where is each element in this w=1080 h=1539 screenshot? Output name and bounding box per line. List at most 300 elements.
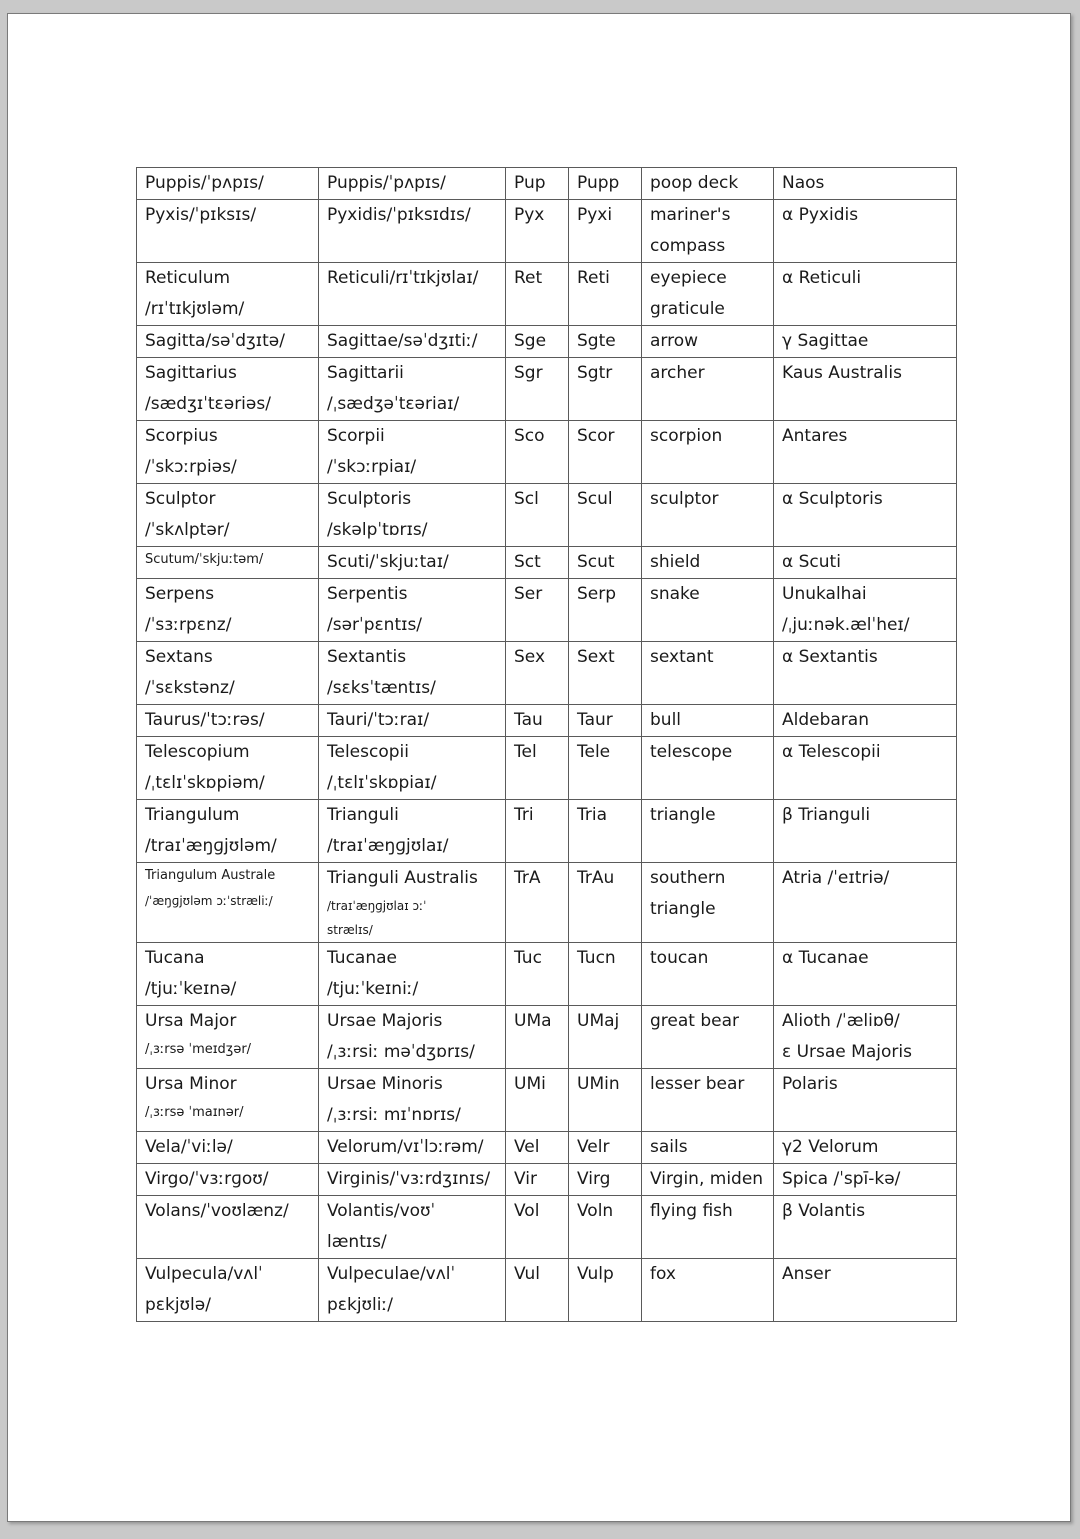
cell-text: Sgtr	[577, 363, 613, 383]
nasa-abbreviation-cell	[569, 484, 642, 547]
nasa-abbreviation-cell	[569, 579, 642, 642]
abbreviation-cell	[506, 943, 569, 1006]
cell-text: Taurus/ˈtɔːrəs/	[145, 710, 265, 730]
table-row	[137, 484, 957, 547]
genitive-cell	[319, 579, 506, 642]
cell-text: toucan	[650, 948, 709, 968]
brightest-star-cell	[774, 263, 957, 326]
nominative-cell	[137, 863, 319, 943]
cell-text: Scl	[514, 489, 539, 509]
cell-text: /rɪˈtɪkjʊləm/	[145, 299, 245, 319]
cell-text: /ˌtɛlɪˈskɒpiaɪ/	[327, 773, 437, 793]
cell-text: Tucanae	[327, 948, 397, 968]
cell-text: Tucn	[577, 948, 616, 968]
nominative-cell	[137, 642, 319, 705]
cell-text: pɛkjʊlə/	[145, 1295, 211, 1315]
abbreviation-cell	[506, 484, 569, 547]
cell-text: Vul	[514, 1264, 540, 1284]
cell-text: lesser bear	[650, 1074, 745, 1094]
cell-text: α Reticuli	[782, 268, 862, 288]
table-row	[137, 943, 957, 1006]
abbreviation-cell	[506, 705, 569, 737]
abbreviation-cell	[506, 579, 569, 642]
cell-text: Sgr	[514, 363, 543, 383]
cell-text: Sagittarius	[145, 363, 237, 383]
cell-text: /sædʒɪˈtɛəriəs/	[145, 394, 271, 414]
cell-text: Pyxidis/ˈpɪksɪdɪs/	[327, 205, 471, 225]
cell-text: Scor	[577, 426, 615, 446]
brightest-star-cell	[774, 547, 957, 579]
meaning-cell	[642, 1006, 774, 1069]
cell-text: /sɛksˈtæntɪs/	[327, 678, 436, 698]
cell-text: Aldebaran	[782, 710, 869, 730]
genitive-cell	[319, 705, 506, 737]
nasa-abbreviation-cell	[569, 1132, 642, 1164]
cell-text: Sge	[514, 331, 547, 351]
cell-text: TrA	[514, 868, 541, 888]
cell-text: Vol	[514, 1201, 540, 1221]
nasa-abbreviation-cell	[569, 642, 642, 705]
brightest-star-cell	[774, 863, 957, 943]
genitive-cell	[319, 326, 506, 358]
nasa-abbreviation-cell	[569, 800, 642, 863]
cell-text: scorpion	[650, 426, 723, 446]
nominative-cell	[137, 168, 319, 200]
meaning-cell	[642, 1196, 774, 1259]
cell-text: sculptor	[650, 489, 719, 509]
meaning-cell	[642, 642, 774, 705]
table-row	[137, 421, 957, 484]
cell-text: Unukalhai	[782, 584, 867, 604]
abbreviation-cell	[506, 1069, 569, 1132]
table-row	[137, 200, 957, 263]
cell-text: Sextans	[145, 647, 213, 667]
genitive-cell	[319, 421, 506, 484]
cell-text: Taur	[577, 710, 613, 730]
table-row	[137, 705, 957, 737]
brightest-star-cell	[774, 1164, 957, 1196]
cell-text: /traɪˈæŋɡjʊləm/	[145, 836, 277, 856]
cell-text: Serpentis	[327, 584, 408, 604]
cell-text: Polaris	[782, 1074, 838, 1094]
cell-text: arrow	[650, 331, 699, 351]
cell-text: α Pyxidis	[782, 205, 859, 225]
meaning-cell	[642, 800, 774, 863]
abbreviation-cell	[506, 1259, 569, 1322]
table-row	[137, 358, 957, 421]
nominative-cell	[137, 1259, 319, 1322]
cell-text: Vulpeculae/vʌlˈ	[327, 1264, 456, 1284]
cell-text: UMi	[514, 1074, 546, 1094]
nominative-cell	[137, 358, 319, 421]
nominative-cell	[137, 1006, 319, 1069]
cell-text: pɛkjʊliː/	[327, 1295, 393, 1315]
nasa-abbreviation-cell	[569, 1259, 642, 1322]
table-row	[137, 1196, 957, 1259]
table-row	[137, 863, 957, 943]
brightest-star-cell	[774, 358, 957, 421]
nominative-cell	[137, 200, 319, 263]
cell-text: Atria /ˈeɪtriə/	[782, 868, 890, 888]
meaning-cell	[642, 326, 774, 358]
abbreviation-cell	[506, 1196, 569, 1259]
nasa-abbreviation-cell	[569, 358, 642, 421]
brightest-star-cell	[774, 579, 957, 642]
cell-text: /ˈsɛkstənz/	[145, 678, 235, 698]
table-row	[137, 168, 957, 200]
meaning-cell	[642, 863, 774, 943]
abbreviation-cell	[506, 800, 569, 863]
cell-text: triangle	[650, 899, 716, 919]
cell-text: Sgte	[577, 331, 616, 351]
cell-text: Vel	[514, 1137, 540, 1157]
cell-text: /sərˈpɛntɪs/	[327, 615, 423, 635]
cell-text: Virginis/ˈvɜːrdʒɪnɪs/	[327, 1169, 491, 1189]
genitive-cell	[319, 1006, 506, 1069]
cell-text: Tria	[577, 805, 608, 825]
cell-text: α Sculptoris	[782, 489, 883, 509]
cell-text: Ursae Minoris	[327, 1074, 443, 1094]
cell-text: Ursa Minor	[145, 1074, 237, 1094]
cell-text: Sext	[577, 647, 615, 667]
meaning-cell	[642, 484, 774, 547]
brightest-star-cell	[774, 1259, 957, 1322]
abbreviation-cell	[506, 737, 569, 800]
genitive-cell	[319, 1164, 506, 1196]
cell-text: ε Ursae Majoris	[782, 1042, 912, 1062]
cell-text: Naos	[782, 173, 825, 193]
cell-text: strælɪs/	[327, 923, 373, 937]
abbreviation-cell	[506, 1132, 569, 1164]
cell-text: Sex	[514, 647, 546, 667]
meaning-cell	[642, 579, 774, 642]
nominative-cell	[137, 484, 319, 547]
meaning-cell	[642, 263, 774, 326]
meaning-cell	[642, 421, 774, 484]
cell-text: southern	[650, 868, 726, 888]
nasa-abbreviation-cell	[569, 737, 642, 800]
cell-text: Velr	[577, 1137, 610, 1157]
meaning-cell	[642, 737, 774, 800]
cell-text: Pupp	[577, 173, 620, 193]
brightest-star-cell	[774, 800, 957, 863]
meaning-cell	[642, 1069, 774, 1132]
table-row	[137, 579, 957, 642]
table-row	[137, 1006, 957, 1069]
cell-text: sails	[650, 1137, 688, 1157]
nominative-cell	[137, 579, 319, 642]
nominative-cell	[137, 263, 319, 326]
brightest-star-cell	[774, 642, 957, 705]
cell-text: TrAu	[577, 868, 615, 888]
cell-text: Volans/ˈvoʊlænz/	[145, 1201, 289, 1221]
cell-text: eyepiece	[650, 268, 727, 288]
meaning-cell	[642, 705, 774, 737]
cell-text: Telescopii	[327, 742, 409, 762]
cell-text: Vulpecula/vʌlˈ	[145, 1264, 263, 1284]
abbreviation-cell	[506, 863, 569, 943]
nasa-abbreviation-cell	[569, 168, 642, 200]
cell-text: Ursae Majoris	[327, 1011, 443, 1031]
cell-text: Pup	[514, 173, 546, 193]
cell-text: Reticuli/rɪˈtɪkjʊlaɪ/	[327, 268, 479, 288]
genitive-cell	[319, 863, 506, 943]
cell-text: /ˈæŋɡjʊləm ɔːˈstræliː/	[145, 894, 273, 908]
cell-text: sextant	[650, 647, 714, 667]
brightest-star-cell	[774, 943, 957, 1006]
meaning-cell	[642, 943, 774, 1006]
cell-text: Serpens	[145, 584, 215, 604]
nasa-abbreviation-cell	[569, 863, 642, 943]
genitive-cell	[319, 200, 506, 263]
nominative-cell	[137, 1164, 319, 1196]
cell-text: /ˌsædʒəˈtɛəriaɪ/	[327, 394, 460, 414]
cell-text: poop deck	[650, 173, 739, 193]
nominative-cell	[137, 737, 319, 800]
nasa-abbreviation-cell	[569, 1006, 642, 1069]
brightest-star-cell	[774, 200, 957, 263]
cell-text: Kaus Australis	[782, 363, 902, 383]
cell-text: Tuc	[514, 948, 542, 968]
abbreviation-cell	[506, 421, 569, 484]
cell-text: Pyx	[514, 205, 545, 225]
table-body	[137, 168, 957, 1322]
brightest-star-cell	[774, 326, 957, 358]
cell-text: archer	[650, 363, 705, 383]
nasa-abbreviation-cell	[569, 421, 642, 484]
cell-text: Vir	[514, 1169, 537, 1189]
cell-text: Sct	[514, 552, 541, 572]
nominative-cell	[137, 326, 319, 358]
cell-text: α Scuti	[782, 552, 841, 572]
genitive-cell	[319, 642, 506, 705]
cell-text: flying fish	[650, 1201, 733, 1221]
cell-text: fox	[650, 1264, 676, 1284]
cell-text: graticule	[650, 299, 725, 319]
nasa-abbreviation-cell	[569, 1069, 642, 1132]
cell-text: Puppis/ˈpʌpɪs/	[145, 173, 264, 193]
meaning-cell	[642, 547, 774, 579]
table-row	[137, 1132, 957, 1164]
brightest-star-cell	[774, 484, 957, 547]
nominative-cell	[137, 705, 319, 737]
cell-text: Scorpius	[145, 426, 218, 446]
brightest-star-cell	[774, 737, 957, 800]
cell-text: Alioth /ˈæliɒθ/	[782, 1011, 900, 1031]
table-row	[137, 642, 957, 705]
table-row	[137, 800, 957, 863]
abbreviation-cell	[506, 642, 569, 705]
abbreviation-cell	[506, 326, 569, 358]
nominative-cell	[137, 421, 319, 484]
meaning-cell	[642, 1164, 774, 1196]
nasa-abbreviation-cell	[569, 705, 642, 737]
meaning-cell	[642, 1132, 774, 1164]
brightest-star-cell	[774, 1006, 957, 1069]
cell-text: Volantis/voʊˈ	[327, 1201, 436, 1221]
table-row	[137, 1069, 957, 1132]
cell-text: great bear	[650, 1011, 740, 1031]
cell-text: telescope	[650, 742, 733, 762]
nominative-cell	[137, 800, 319, 863]
nasa-abbreviation-cell	[569, 1164, 642, 1196]
cell-text: Virgin, miden	[650, 1169, 764, 1189]
cell-text: Tucana	[145, 948, 205, 968]
genitive-cell	[319, 1132, 506, 1164]
meaning-cell	[642, 200, 774, 263]
brightest-star-cell	[774, 1132, 957, 1164]
nasa-abbreviation-cell	[569, 200, 642, 263]
cell-text: Scuti/ˈskjuːtaɪ/	[327, 552, 449, 572]
cell-text: /ˈskɔːrpiaɪ/	[327, 457, 417, 477]
meaning-cell	[642, 358, 774, 421]
cell-text: α Telescopii	[782, 742, 881, 762]
nasa-abbreviation-cell	[569, 263, 642, 326]
cell-text: Telescopium	[145, 742, 250, 762]
nasa-abbreviation-cell	[569, 326, 642, 358]
genitive-cell	[319, 1069, 506, 1132]
cell-text: β Volantis	[782, 1201, 866, 1221]
genitive-cell	[319, 1259, 506, 1322]
abbreviation-cell	[506, 168, 569, 200]
cell-text: Tel	[514, 742, 537, 762]
cell-text: Anser	[782, 1264, 831, 1284]
cell-text: Puppis/ˈpʌpɪs/	[327, 173, 446, 193]
genitive-cell	[319, 800, 506, 863]
cell-text: UMin	[577, 1074, 620, 1094]
meaning-cell	[642, 168, 774, 200]
cell-text: /ˌjuːnək.ælˈheɪ/	[782, 615, 910, 635]
nasa-abbreviation-cell	[569, 1196, 642, 1259]
abbreviation-cell	[506, 1006, 569, 1069]
cell-text: Sagittarii	[327, 363, 404, 383]
cell-text: /tjuːˈkeɪniː/	[327, 979, 419, 999]
nominative-cell	[137, 547, 319, 579]
document-page	[7, 13, 1071, 1522]
genitive-cell	[319, 263, 506, 326]
cell-text: Scutum/ˈskjuːtəm/	[145, 552, 264, 567]
cell-text: Tele	[577, 742, 611, 762]
cell-text: /ˌɜːrsə ˈmaɪnər/	[145, 1105, 244, 1120]
cell-text: Vulp	[577, 1264, 614, 1284]
meaning-cell	[642, 1259, 774, 1322]
cell-text: /traɪˈæŋɡjʊlaɪ ɔːˈ	[327, 899, 427, 913]
genitive-cell	[319, 358, 506, 421]
cell-text: γ2 Velorum	[782, 1137, 879, 1157]
table-row	[137, 547, 957, 579]
cell-text: Triangulum	[145, 805, 240, 825]
cell-text: /ˈskɔːrpiəs/	[145, 457, 237, 477]
abbreviation-cell	[506, 200, 569, 263]
nominative-cell	[137, 1196, 319, 1259]
brightest-star-cell	[774, 168, 957, 200]
cell-text: /ˈskʌlptər/	[145, 520, 230, 540]
cell-text: UMaj	[577, 1011, 620, 1031]
cell-text: Vela/ˈviːlə/	[145, 1137, 233, 1157]
genitive-cell	[319, 737, 506, 800]
cell-text: /ˌɜːrsiː məˈdʒɒrɪs/	[327, 1042, 475, 1062]
cell-text: Sagitta/səˈdʒɪtə/	[145, 331, 285, 351]
table-row	[137, 326, 957, 358]
table-row	[137, 1164, 957, 1196]
cell-text: /skəlpˈtɒrɪs/	[327, 520, 428, 540]
cell-text: snake	[650, 584, 700, 604]
nominative-cell	[137, 1132, 319, 1164]
genitive-cell	[319, 547, 506, 579]
cell-text: β Trianguli	[782, 805, 871, 825]
table-row	[137, 1259, 957, 1322]
cell-text: Scut	[577, 552, 615, 572]
cell-text: Trianguli Australis	[327, 868, 478, 888]
cell-text: Reti	[577, 268, 610, 288]
cell-text: α Tucanae	[782, 948, 869, 968]
genitive-cell	[319, 484, 506, 547]
genitive-cell	[319, 1196, 506, 1259]
cell-text: /traɪˈæŋɡjʊlaɪ/	[327, 836, 449, 856]
table-row	[137, 263, 957, 326]
cell-text: læntɪs/	[327, 1232, 387, 1252]
cell-text: /tjuːˈkeɪnə/	[145, 979, 237, 999]
cell-text: α Sextantis	[782, 647, 878, 667]
cell-text: Scorpii	[327, 426, 385, 446]
constellation-table	[136, 167, 957, 1322]
cell-text: Tau	[514, 710, 543, 730]
cell-text: Virg	[577, 1169, 611, 1189]
brightest-star-cell	[774, 421, 957, 484]
cell-text: Sculptoris	[327, 489, 412, 509]
cell-text: Trianguli	[327, 805, 399, 825]
brightest-star-cell	[774, 1196, 957, 1259]
nasa-abbreviation-cell	[569, 547, 642, 579]
cell-text: Ursa Major	[145, 1011, 237, 1031]
cell-text: Virgo/ˈvɜːrɡoʊ/	[145, 1169, 269, 1189]
cell-text: Sco	[514, 426, 545, 446]
cell-text: /ˌtɛlɪˈskɒpiəm/	[145, 773, 265, 793]
cell-text: Voln	[577, 1201, 614, 1221]
genitive-cell	[319, 943, 506, 1006]
cell-text: γ Sagittae	[782, 331, 869, 351]
cell-text: Pyxis/ˈpɪksɪs/	[145, 205, 257, 225]
cell-text: Tauri/ˈtɔːraɪ/	[327, 710, 430, 730]
nominative-cell	[137, 1069, 319, 1132]
abbreviation-cell	[506, 358, 569, 421]
cell-text: /ˈsɜːrpɛnz/	[145, 615, 232, 635]
brightest-star-cell	[774, 705, 957, 737]
table-row	[137, 737, 957, 800]
cell-text: triangle	[650, 805, 716, 825]
cell-text: Triangulum Australe	[145, 868, 276, 883]
genitive-cell	[319, 168, 506, 200]
cell-text: Spica /ˈspī-kə/	[782, 1169, 901, 1189]
cell-text: Sculptor	[145, 489, 216, 509]
cell-text: Pyxi	[577, 205, 613, 225]
brightest-star-cell	[774, 1069, 957, 1132]
nasa-abbreviation-cell	[569, 943, 642, 1006]
cell-text: Scul	[577, 489, 613, 509]
cell-text: compass	[650, 236, 726, 256]
cell-text: shield	[650, 552, 701, 572]
cell-text: /ˌɜːrsə ˈmeɪdʒər/	[145, 1042, 252, 1057]
cell-text: Sagittae/səˈdʒɪtiː/	[327, 331, 478, 351]
cell-text: Velorum/vɪˈlɔːrəm/	[327, 1137, 484, 1157]
cell-text: bull	[650, 710, 682, 730]
cell-text: Serp	[577, 584, 617, 604]
abbreviation-cell	[506, 263, 569, 326]
cell-text: Sextantis	[327, 647, 407, 667]
abbreviation-cell	[506, 547, 569, 579]
cell-text: Reticulum	[145, 268, 231, 288]
nominative-cell	[137, 943, 319, 1006]
